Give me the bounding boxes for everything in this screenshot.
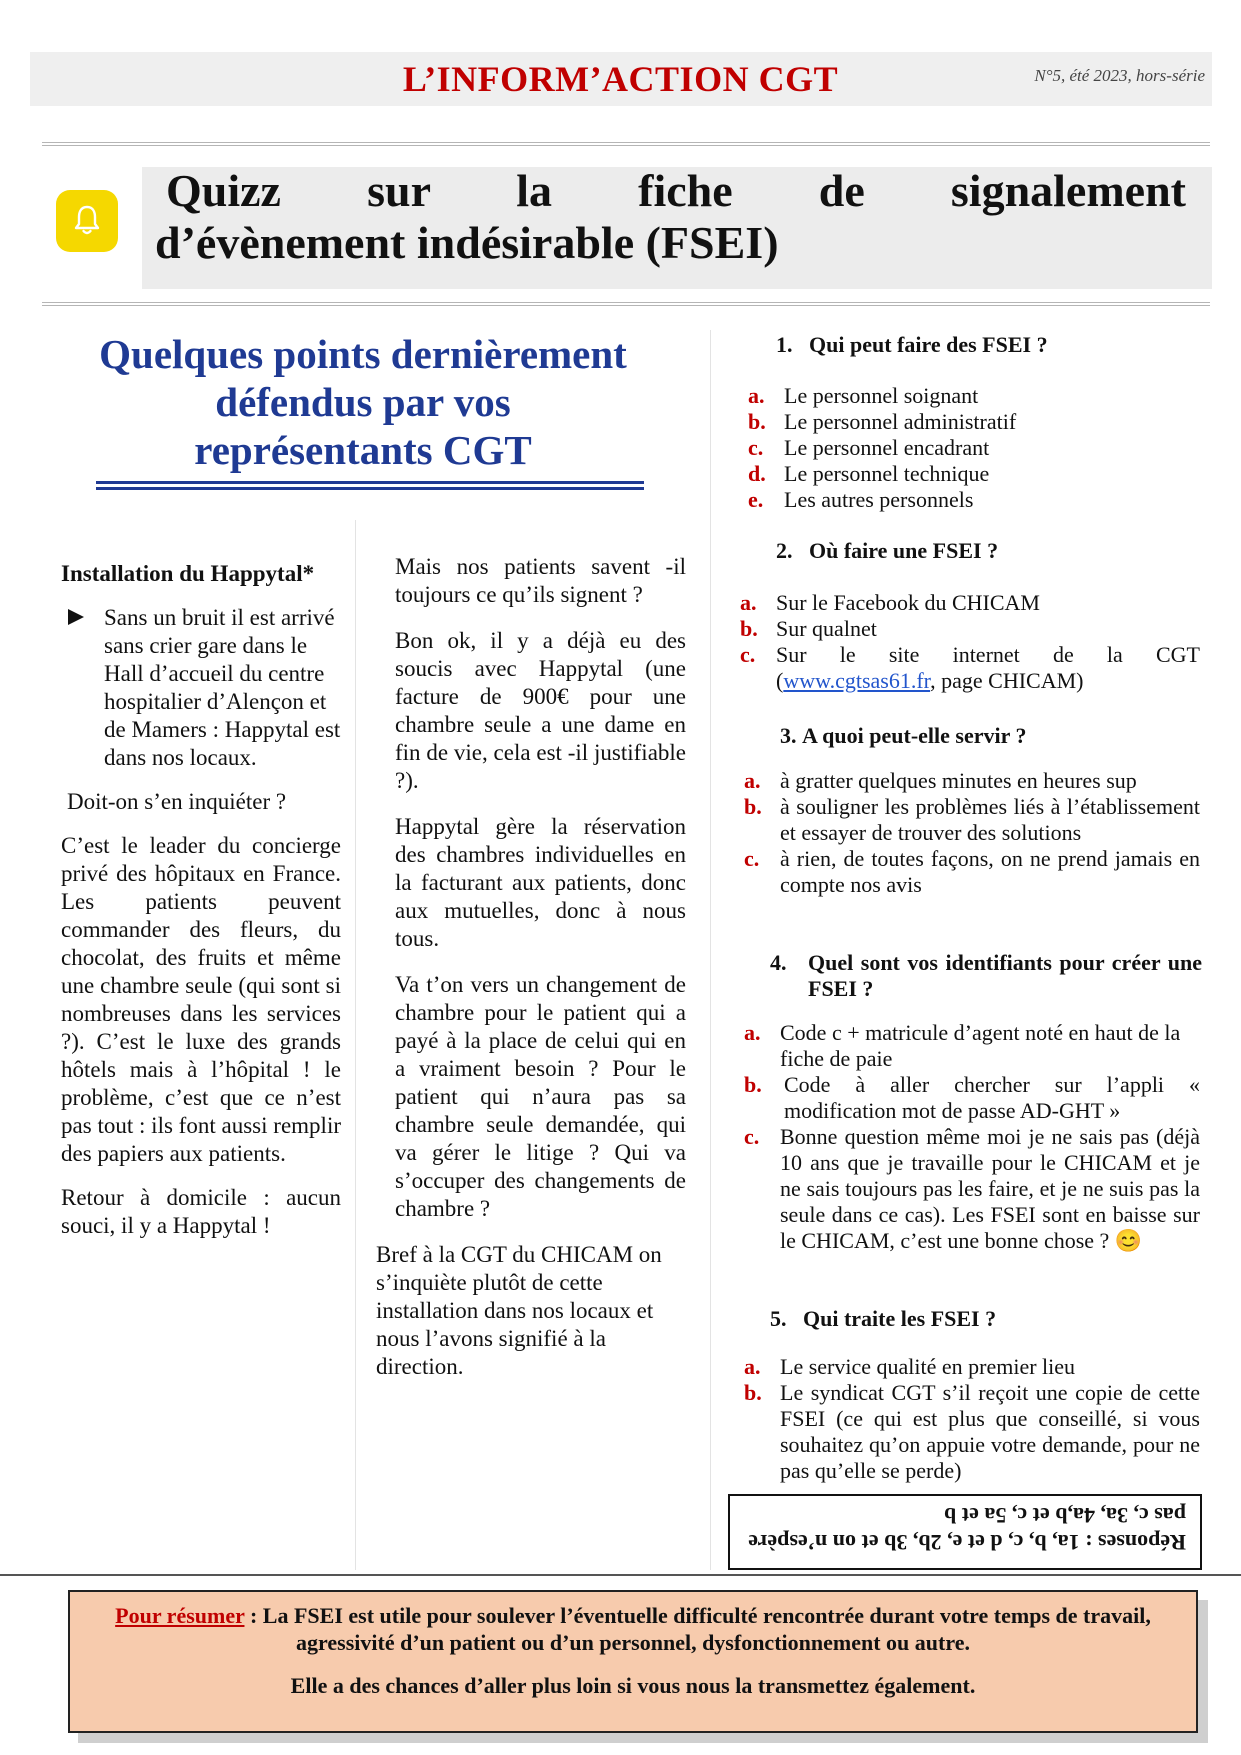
column-1 xyxy=(61,560,341,1240)
bell-icon xyxy=(56,190,118,252)
smiley-icon: 😊 xyxy=(1114,1228,1143,1253)
answers-box xyxy=(728,1494,1202,1570)
bullet-text: Sans un bruit il est arrivé sans crier gare dans le Hall d’accueil du centre hospitalier d’Alençon et de Mamers : Happytal est dans nos locaux. xyxy=(104,605,341,770)
article-paragraph: C’est le leader du concierge privé des hôpitaux en France. Les patients peuvent commander des fleurs, du chocolat, des fruits et même une chambre seule (qui sont si nombreuses dans les services ?). C’est le luxe des grands hôtels mais à l’hôpital ! le problème, c’est que ce n’est pas tout : ils font aussi remplir des papiers aux patients. xyxy=(61,833,341,1166)
quiz-question-5: 5. Qui traite les FSEI ? xyxy=(770,1306,997,1331)
quiz-options-3: a. à gratter quelques minutes en heures sup b. à souligner les problèmes liés à l’établissement et essayer de trouver des solutions c. à rien, de toutes façons, on ne prend jamais en compte nos avis xyxy=(744,768,1200,897)
summary-text: Pour résumer : La FSEI est utile pour soulever l’éventuelle difficulté rencontrée durant votre temps de travail, agressivité d’un patient ou d’un personnel, dysfonctionnement ou autre. xyxy=(115,1603,1151,1655)
cgt-website-link[interactable]: www.cgtsas61.fr xyxy=(783,668,931,693)
column-2 xyxy=(376,553,686,1381)
article-question: Doit-on s’en inquiéter ? xyxy=(67,789,287,814)
section-heading-line3: représentants CGT xyxy=(194,427,532,473)
divider xyxy=(42,142,1210,146)
article-paragraph: Happytal gère la réservation des chambres individuelles en la facturant aux patients, donc aux mutuelles, donc à nous tous. xyxy=(395,814,686,951)
triangle-bullet-icon xyxy=(67,608,85,630)
quiz-options-5: a. Le service qualité en premier lieu b. Le syndicat CGT s’il reçoit une copie de cette FSEI (ce qui est plus que conseillé, si vous souhaitez qu’on appuie votre demande, pour ne pas qu’elle se perde) xyxy=(744,1354,1200,1483)
heading-underline xyxy=(96,481,644,484)
quiz-options-1: a. Le personnel soignant b. Le personnel administratif c. Le personnel encadrant d. Le personnel technique e. Les autres personnels xyxy=(748,383,1017,512)
summary-box xyxy=(68,1590,1198,1733)
bullet-item xyxy=(61,604,341,772)
quiz-question-1: 1. Qui peut faire des FSEI ? xyxy=(776,332,1048,357)
section-heading-line1: Quelques points dernièrement xyxy=(99,331,627,377)
quiz-question-3: 3. A quoi peut-elle servir ? xyxy=(780,723,1027,748)
article-paragraph: Bon ok, il y a déjà eu des soucis avec Happytal (une facture de 900€ pour une chambre seule a une dame en fin de vie, cela est -il justifiable ?). xyxy=(395,628,686,793)
divider xyxy=(42,302,1210,306)
answers-text: Réponses : 1a, b, c, d et e, 2b, 3b et on n’espère pas c, 3a, 4a,b et c, 5a et b xyxy=(748,1503,1186,1555)
article-paragraph: Retour à domicile : aucun souci, il y a Happytal ! xyxy=(61,1185,341,1238)
quiz-title-line1: Quizz sur la fiche de signalement xyxy=(166,165,1186,216)
column-separator xyxy=(710,330,711,1570)
heading-underline xyxy=(96,487,644,490)
article-heading: Installation du Happytal* xyxy=(61,561,315,586)
article-paragraph: Mais nos patients savent -il toujours ce qu’ils signent ? xyxy=(395,554,686,607)
quiz-question-2: 2. Où faire une FSEI ? xyxy=(776,538,999,563)
column-separator xyxy=(355,520,356,1570)
issue-info: N°5, été 2023, hors-série xyxy=(1034,66,1205,85)
bottom-divider xyxy=(0,1574,1241,1576)
summary-text-2: Elle a des chances d’aller plus loin si vous nous la transmettez également. xyxy=(290,1673,976,1698)
quiz-options-4: a. Code c + matricule d’agent noté en haut de la fiche de paie b. Code à aller chercher sur l’appli « modification mot de passe AD-GHT » c. Bonne question même moi je ne sais pas (déjà 10 ans que je travaille pour le CHICAM et je ne sais toujours pas les faire, et je ne suis pas la seule dans ce cas). Les FSEI sont en baisse sur le CHICAM, c’est une bonne chose ? 😊 xyxy=(744,1020,1200,1253)
quiz-options-2: a. Sur le Facebook du CHICAM b. Sur qualnet c. Sur le site internet de la CGT (www.cgtsas61.fr, page CHICAM) xyxy=(740,590,1200,693)
article-paragraph: Bref à la CGT du CHICAM on s’inquiète plutôt de cette installation dans nos locaux et nous l’avons signifié à la direction. xyxy=(376,1242,662,1379)
section-heading xyxy=(28,330,698,474)
summary-label: Pour résumer xyxy=(115,1603,245,1628)
section-heading-line2: défendus par vos xyxy=(215,379,511,425)
quiz-question-4: 4. Quel sont vos identifiants pour créer une FSEI ? xyxy=(770,950,1202,1001)
quiz-title-line2: d’évènement indésirable (FSEI) xyxy=(155,217,779,268)
article-paragraph: Va t’on vers un changement de chambre pour le patient qui a payé à la place de celui qui en a vraiment besoin ? Pour le patient qui n’aura pas sa chambre seule demandée, qui va gérer le litige ? Qui va s’occuper des changements de chambre ? xyxy=(395,972,686,1221)
newsletter-title: L’INFORM’ACTION CGT xyxy=(402,59,839,99)
